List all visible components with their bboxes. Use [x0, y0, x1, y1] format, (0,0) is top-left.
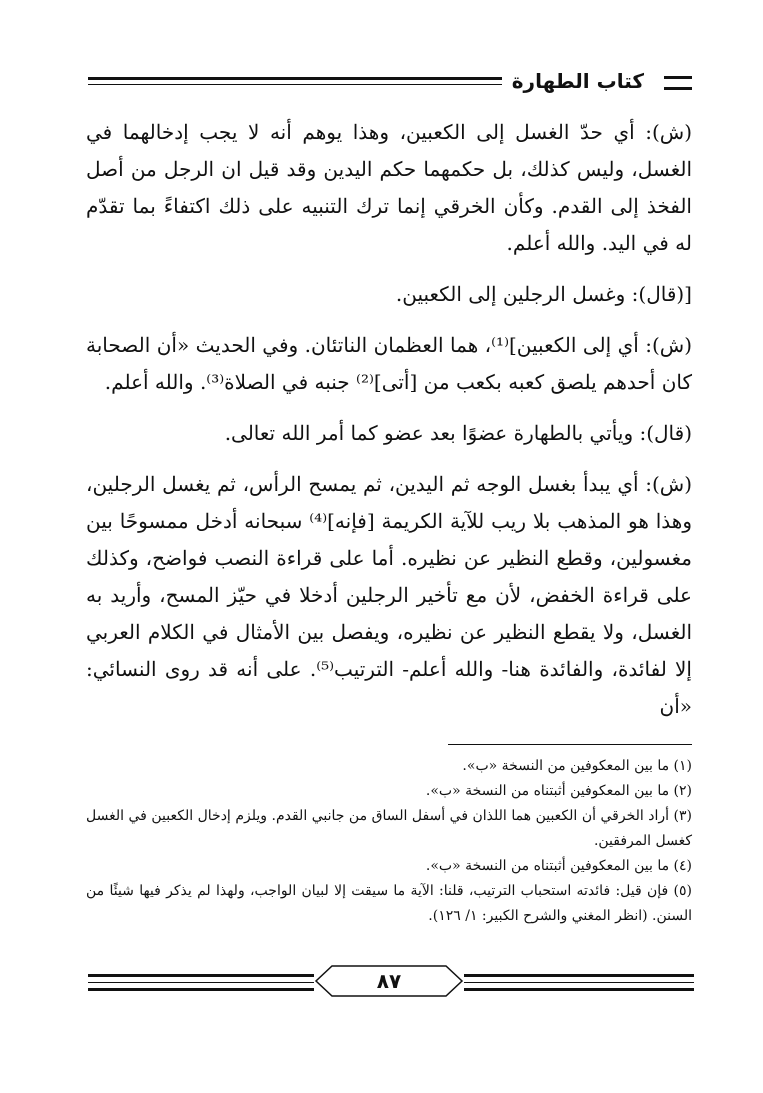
page-number-frame — [314, 964, 464, 998]
chapter-title: كتاب الطهارة — [504, 68, 652, 94]
paragraph-4: (قال): ويأتي بالطهارة عضوًا بعد عضو كما أمر الله تعالى. — [224, 421, 692, 445]
page-number: ٨٧ — [376, 969, 402, 993]
paragraph-2: [(قال): وغسل الرجلين إلى الكعبين. — [395, 282, 692, 306]
paragraph-1: (ش): أي حدّ الغسل إلى الكعبين، وهذا يوهم أنه لا يجب إدخالهما في الغسل، وليس كذلك، بل حكمهما حكم اليدين وقد قيل ان الرجل من أصل الفخذ إلى القدم. وكأن الخرقي إنما ترك التنبيه على ذلك اكتفاءً بما تقدّم له في اليد. والله أعلم. — [86, 120, 692, 255]
footnote-3: (٣) أراد الخرقي أن الكعبين هما اللذان في أسفل الساق من جانبي القدم. ويلزم إدخال الكعبين في الغسل كغسل المرفقين. — [86, 808, 692, 849]
header-ornament — [664, 76, 692, 90]
footnote-1: (١) ما بين المعكوفين من النسخة «ب». — [462, 758, 692, 774]
header-rule — [88, 77, 502, 85]
footnote-4: (٤) ما بين المعكوفين أثبتناه من النسخة «ب». — [425, 858, 692, 874]
main-text — [86, 114, 692, 739]
running-header — [88, 66, 692, 102]
footnote-separator — [448, 744, 692, 745]
footnote-2: (٢) ما بين المعكوفين أثبتناه من النسخة «ب». — [425, 783, 692, 799]
footnotes — [86, 754, 692, 929]
page-footer — [88, 964, 694, 1004]
footnote-5: (٥) فإن قيل: فائدته استحباب الترتيب، قلنا: الآية ما سيقت إلا لبيان الواجب، ولهذا لم يذكر فيها شيئًا من السنن. (انظر المغني والشرح الكبير: ١/ ١٢٦). — [86, 883, 692, 924]
paragraph-3: (ش): أي إلى الكعبين]⁽¹⁾، هما العظمان الناتئان. وفي الحديث «أن الصحابة كان أحدهم يلصق كعبه بكعب من [أتى]⁽²⁾ جنبه في الصلاة⁽³⁾. والله أعلم. — [86, 333, 692, 394]
paragraph-5: (ش): أي يبدأ بغسل الوجه ثم اليدين، ثم يمسح الرأس، ثم يغسل الرجلين، وهذا هو المذهب بلا ريب للآية الكريمة [فإنه]⁽⁴⁾ سبحانه أدخل ممسوحًا بين مغسولين، وقطع النظير عن نظيره. أما على قراءة النصب فواضح، وكذلك على قراءة الخفض، لأن مع تأخير الرجلين أدخلا في حيّز المسح، وأريد به الغسل، ولا يقطع النظير عن نظيره، ويفصل بين الأمثال في الكلام العربي إلا لفائدة، والفائدة هنا- والله أعلم- الترتيب⁽⁵⁾. على أنه قد روى النسائي: «أن — [86, 472, 692, 718]
